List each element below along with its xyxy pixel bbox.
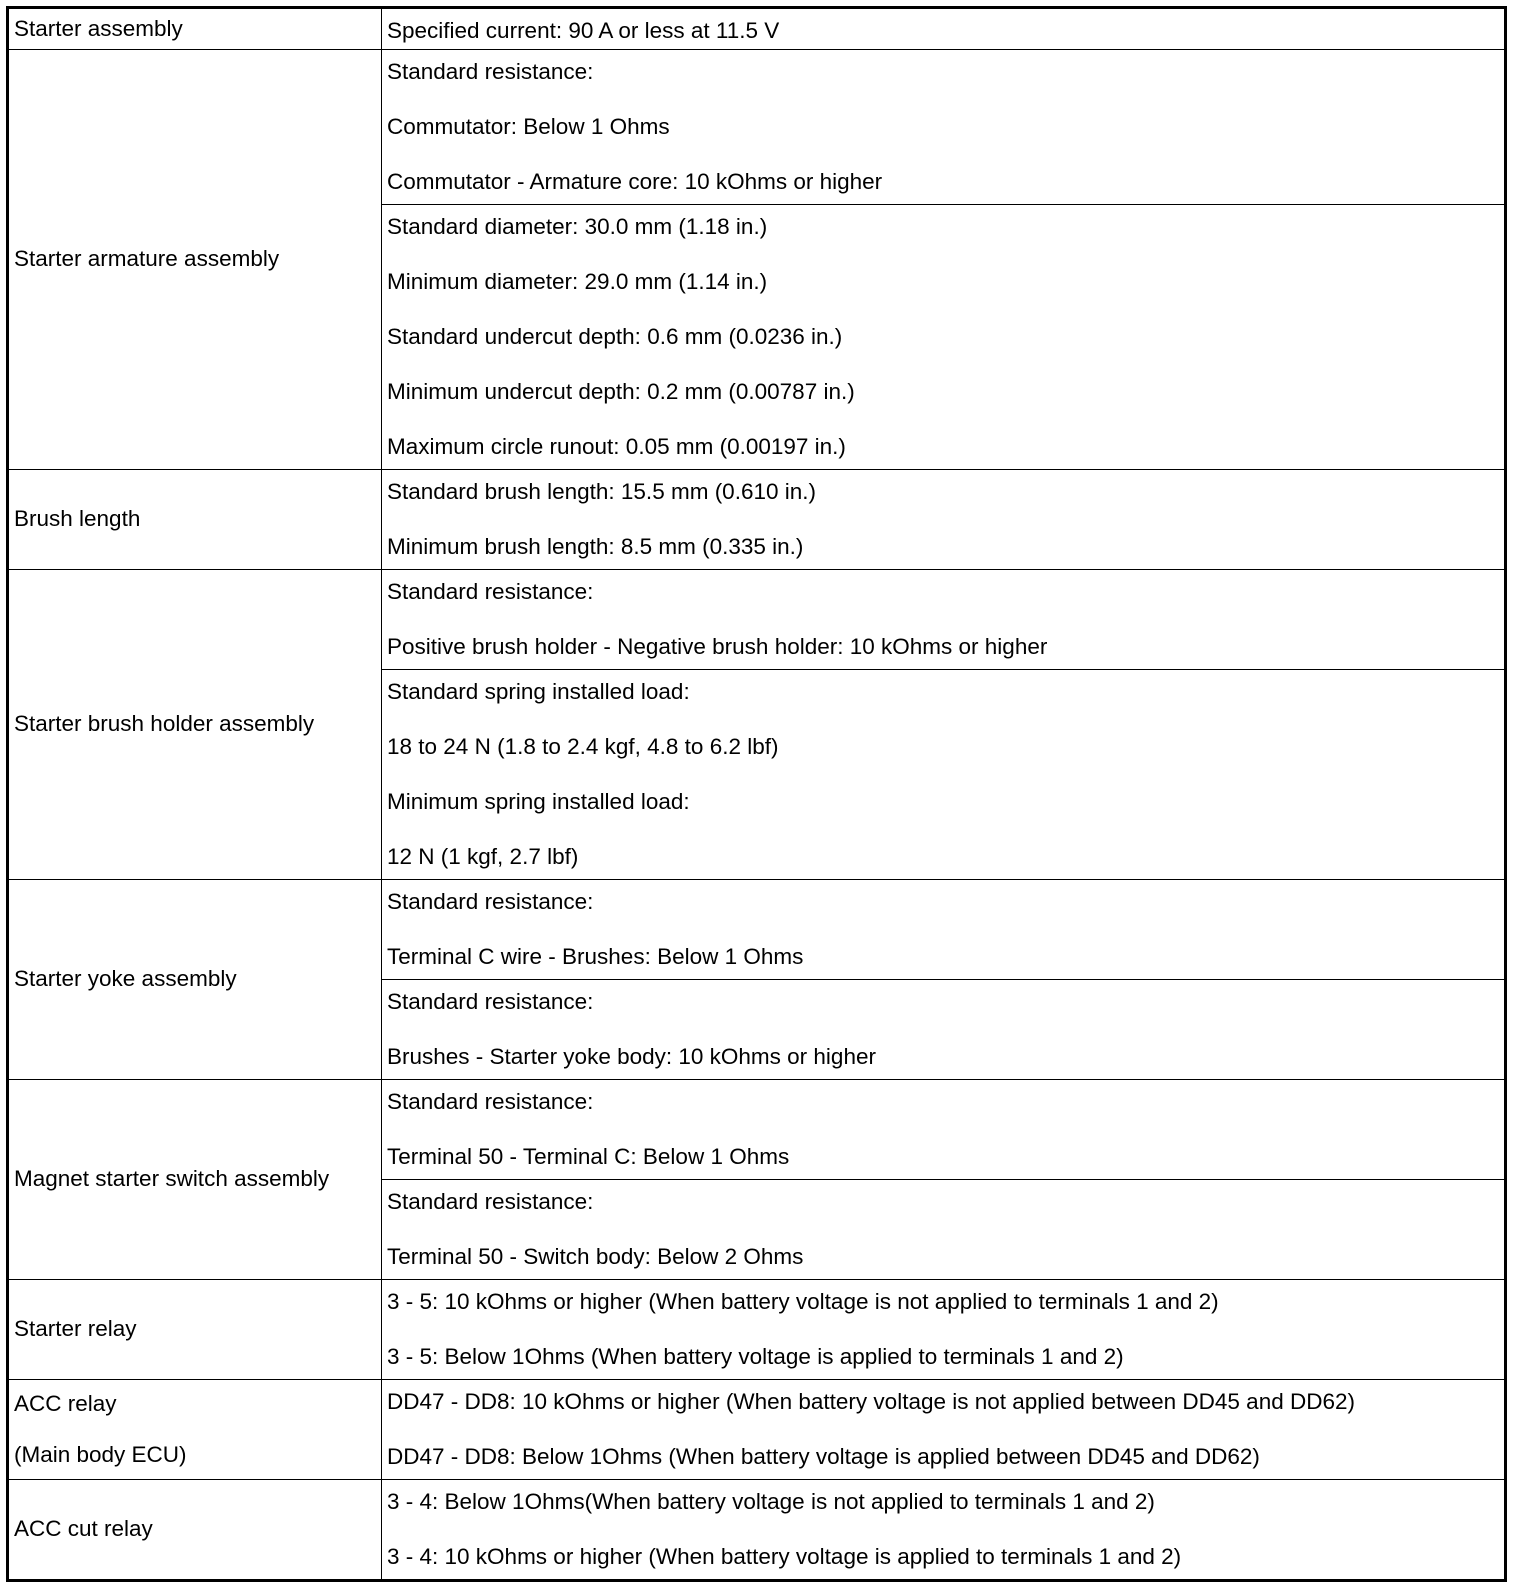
component-name: Magnet starter switch assembly <box>14 1166 330 1192</box>
component-cell <box>8 1280 382 1380</box>
specification-line: DD47 - DD8: Below 1Ohms (When battery voltage is applied between DD45 and DD62) <box>387 1444 1260 1469</box>
specification-line: Standard resistance: <box>387 989 594 1014</box>
specification-line: Minimum undercut depth: 0.2 mm (0.00787 in.) <box>387 379 855 404</box>
specification-cell <box>382 1480 1506 1581</box>
table-row <box>8 570 1506 670</box>
table-row <box>8 50 1506 205</box>
specification-cell <box>382 880 1506 980</box>
specification-cell <box>382 980 1506 1080</box>
component-name: Brush length <box>14 506 141 532</box>
specification-cell <box>382 1080 1506 1180</box>
specification-line: Specified current: 90 A or less at 11.5 V <box>387 18 780 43</box>
specification-line: Standard undercut depth: 0.6 mm (0.0236 in.) <box>387 324 843 349</box>
component-cell <box>8 570 382 880</box>
component-cell <box>8 1480 382 1581</box>
specification-line: Minimum spring installed load: <box>387 789 690 814</box>
table-row <box>8 880 1506 980</box>
specification-cell <box>382 8 1506 50</box>
specification-cell <box>382 50 1506 205</box>
specification-line: Commutator - Armature core: 10 kOhms or higher <box>387 169 883 194</box>
specification-cell <box>382 1180 1506 1280</box>
specification-line: 3 - 5: Below 1Ohms (When battery voltage is applied to terminals 1 and 2) <box>387 1344 1124 1369</box>
table-row <box>8 470 1506 570</box>
component-name: (Main body ECU) <box>14 1441 187 1467</box>
specification-cell <box>382 1380 1506 1480</box>
specification-line: 18 to 24 N (1.8 to 2.4 kgf, 4.8 to 6.2 lbf) <box>387 734 779 759</box>
component-name: Starter armature assembly <box>14 246 280 272</box>
specification-table <box>6 6 1507 1582</box>
table-row <box>8 1480 1506 1581</box>
component-cell <box>8 8 382 50</box>
table-row <box>8 1280 1506 1380</box>
table-row <box>8 1080 1506 1180</box>
specification-line: Minimum brush length: 8.5 mm (0.335 in.) <box>387 534 804 559</box>
specification-table-body <box>8 8 1506 1581</box>
specification-line: Standard resistance: <box>387 1089 594 1114</box>
specification-line: 12 N (1 kgf, 2.7 lbf) <box>387 844 579 869</box>
specification-line: Standard spring installed load: <box>387 679 690 704</box>
specification-line: Standard diameter: 30.0 mm (1.18 in.) <box>387 214 768 239</box>
specification-line: Standard resistance: <box>387 1189 594 1214</box>
specification-line: Standard resistance: <box>387 59 594 84</box>
component-name: Starter relay <box>14 1316 137 1342</box>
component-name: ACC cut relay <box>14 1516 153 1542</box>
table-row <box>8 1380 1506 1480</box>
specification-line: Maximum circle runout: 0.05 mm (0.00197 in.) <box>387 434 846 459</box>
specification-line: Minimum diameter: 29.0 mm (1.14 in.) <box>387 269 768 294</box>
specification-line: Standard resistance: <box>387 889 594 914</box>
specification-cell <box>382 1280 1506 1380</box>
specification-line: 3 - 4: 10 kOhms or higher (When battery voltage is applied to terminals 1 and 2) <box>387 1544 1182 1569</box>
component-cell <box>8 50 382 470</box>
component-name: ACC relay <box>14 1391 117 1416</box>
specification-cell <box>382 570 1506 670</box>
specification-line: Positive brush holder - Negative brush holder: 10 kOhms or higher <box>387 634 1048 659</box>
specification-line: Commutator: Below 1 Ohms <box>387 114 670 139</box>
component-name: Starter brush holder assembly <box>14 711 315 737</box>
component-name: Starter assembly <box>14 15 183 41</box>
table-row <box>8 8 1506 50</box>
specification-line: Terminal 50 - Switch body: Below 2 Ohms <box>387 1244 804 1269</box>
specification-line: Terminal C wire - Brushes: Below 1 Ohms <box>387 944 804 969</box>
component-cell <box>8 1080 382 1280</box>
specification-line: Standard brush length: 15.5 mm (0.610 in.) <box>387 479 816 504</box>
specification-cell <box>382 670 1506 880</box>
specification-line: DD47 - DD8: 10 kOhms or higher (When battery voltage is not applied between DD45 and DD62) <box>387 1389 1355 1414</box>
component-name: Starter yoke assembly <box>14 966 237 992</box>
specification-line: Standard resistance: <box>387 579 594 604</box>
component-cell <box>8 1380 382 1480</box>
specification-line: Brushes - Starter yoke body: 10 kOhms or higher <box>387 1044 876 1069</box>
specification-line: Terminal 50 - Terminal C: Below 1 Ohms <box>387 1144 790 1169</box>
specification-cell <box>382 470 1506 570</box>
component-cell <box>8 880 382 1080</box>
specification-cell <box>382 205 1506 470</box>
specification-line: 3 - 5: 10 kOhms or higher (When battery voltage is not applied to terminals 1 and 2) <box>387 1289 1219 1314</box>
specification-line: 3 - 4: Below 1Ohms(When battery voltage is not applied to terminals 1 and 2) <box>387 1489 1155 1514</box>
component-cell <box>8 470 382 570</box>
